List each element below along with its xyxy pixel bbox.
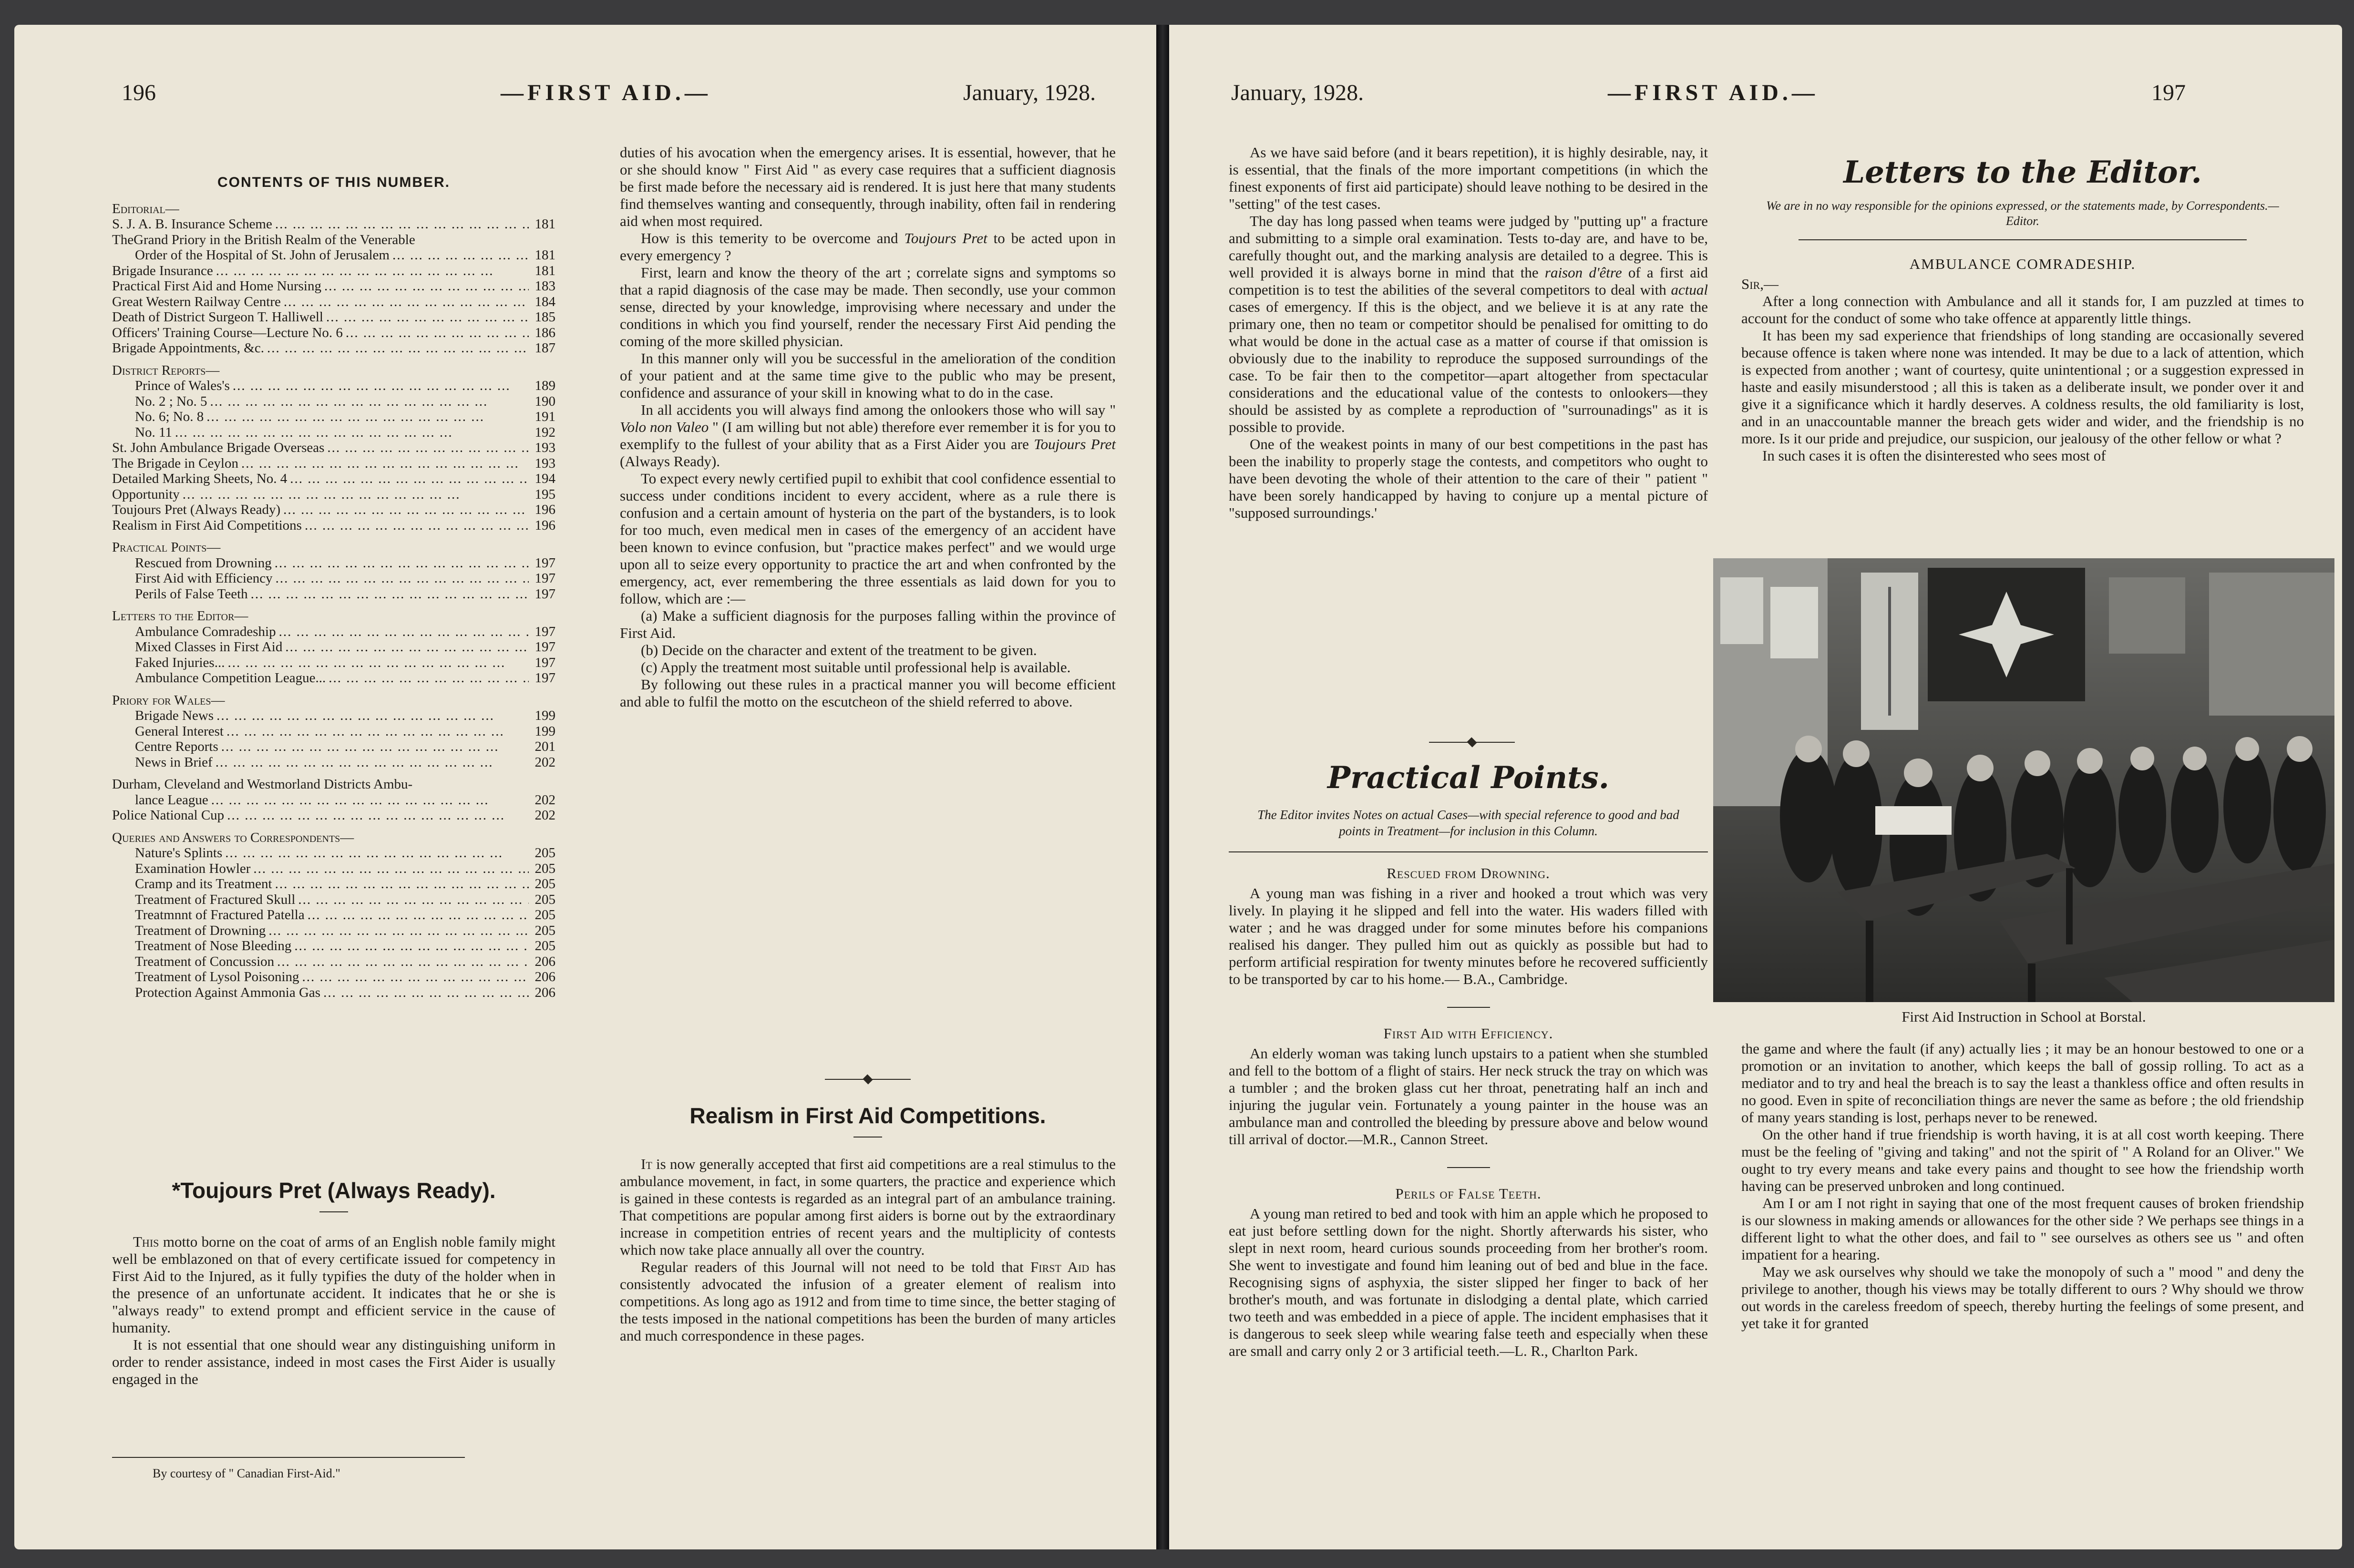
footnote: By courtesy of " Canadian First-Aid." xyxy=(153,1466,340,1480)
contents-entry-line xyxy=(112,777,555,792)
contents-entry xyxy=(112,247,555,263)
contents-entry-label: S. J. A. B. Insurance Scheme xyxy=(112,216,272,232)
contents-page-number: 205 xyxy=(535,861,555,876)
leader-dots xyxy=(298,892,529,908)
right-page xyxy=(1169,25,2342,1549)
realism-continued xyxy=(1229,144,1708,522)
contents-page-number: 190 xyxy=(535,393,555,409)
contents-entry xyxy=(112,440,555,456)
leader-dots xyxy=(226,724,529,739)
contents-page-number: 193 xyxy=(535,440,555,455)
toujours-pret-article xyxy=(112,1176,555,1388)
salutation: Sir,— xyxy=(1741,276,1778,292)
contents-entry-label: The Brigade in Ceylon xyxy=(112,455,238,471)
header-date: January, 1928. xyxy=(1231,80,1364,105)
leader-dots xyxy=(285,639,529,655)
divider xyxy=(1447,1007,1490,1008)
contents-entry-label: Treatment of Lysol Poisoning xyxy=(135,969,299,984)
contents-page-number: 205 xyxy=(535,907,555,922)
contents-page-number: 197 xyxy=(535,655,555,670)
paragraph: To expect every newly certified pupil to exhibit that cool confidence essential to success under conditions incident to every accident, where as a rule there is confusion and a certain amount of hysteria on the part of the bystanders, is to look for too much, even medical men in cases of the emergency of an accident have been known to evince confusion, but "practice makes perfect" and we would urge upon all to seize every opportunity to practice the art and when confronted by the emergency, act, ever remembering the three essentials as laid down for you to follow, which are :— xyxy=(620,470,1116,607)
section-rule xyxy=(1229,851,1708,852)
contents-page-number: 196 xyxy=(535,502,555,517)
leader-dots xyxy=(283,502,529,518)
leader-dots xyxy=(211,792,529,808)
contents-entry-label: Realism in First Aid Competitions xyxy=(112,517,302,533)
contents-entry-label: Durham, Cleveland and Westmorland Districts Ambu- xyxy=(112,777,413,792)
leader-dots xyxy=(253,861,529,877)
italic-run: Toujours Pret xyxy=(904,230,987,246)
letter-heading: AMBULANCE COMRADESHIP. xyxy=(1909,256,2136,272)
contents-entry-label: Order of the Hospital of St. John of Jerusalem xyxy=(135,247,390,263)
contents-entry-label: Treatment of Fractured Skull xyxy=(135,892,296,907)
contents-entry xyxy=(112,456,555,471)
leader-dots xyxy=(308,907,529,923)
text-run: to be acted upon in every emergency ? xyxy=(620,230,1116,264)
contents-entry xyxy=(112,724,555,739)
contents-page-number: 181 xyxy=(535,247,555,263)
leader-dots xyxy=(175,425,529,441)
contents-page-number: 196 xyxy=(535,517,555,533)
contents-entry-label: Treatmnnt of Fractured Patella xyxy=(135,907,305,922)
contents-entry-label: Examination Howler xyxy=(135,861,251,876)
contents-entry xyxy=(112,309,555,325)
text-run: In all accidents you will always find among the onlookers those who will say " xyxy=(641,401,1116,418)
leader-dots xyxy=(216,708,529,724)
contents-page-number: 197 xyxy=(535,586,555,602)
contents-page-number: 197 xyxy=(535,670,555,686)
contents-entry-label: Detailed Marking Sheets, No. 4 xyxy=(112,471,288,486)
drop-lead: It xyxy=(641,1156,652,1172)
contents-entry-label: Ambulance Competition League... xyxy=(135,670,326,686)
contents-entry xyxy=(112,923,555,939)
contents-spacer xyxy=(112,770,555,777)
contents-entry xyxy=(112,294,555,310)
contents-page-number: 202 xyxy=(535,754,555,770)
leader-dots xyxy=(268,923,529,939)
italic-run: actual xyxy=(1671,281,1708,298)
contents-section-heading: Priory for Wales— xyxy=(112,692,225,708)
left-page xyxy=(14,25,1156,1549)
contents-entry-label: General Interest xyxy=(135,723,224,739)
contents-page-number: 183 xyxy=(535,278,555,294)
contents-page-number: 205 xyxy=(535,922,555,938)
contents-entry-label: Practical First Aid and Home Nursing xyxy=(112,278,321,294)
contents-entry xyxy=(112,907,555,923)
leader-dots xyxy=(294,938,529,954)
section-ornament xyxy=(825,1075,911,1084)
paragraph: In this manner only will you be successful in the amelioration of the condition of your patient and at the same time give to the public who may be present, confidence and assurance of your skill in knowing what to do in the case. xyxy=(620,350,1116,401)
contents-page-number: 185 xyxy=(535,309,555,325)
contents-page-number: 193 xyxy=(535,455,555,471)
realism-article xyxy=(620,1101,1116,1344)
contents-page-number: 206 xyxy=(535,953,555,969)
leader-dots xyxy=(227,655,529,671)
contents-section-heading: Editorial— xyxy=(112,201,179,216)
contents-entry-label: Brigade Insurance xyxy=(112,263,213,278)
paragraph: motto borne on the coat of arms of an English noble family might well be emblazoned on that of every certificate issued for competency in First Aid to the Injured, as it fully typifies the duty of the holder when in the presence of an unfortunate accident. It indicates that he or she is "always ready" to extend prompt and efficient service in the cause of humanity. xyxy=(112,1233,555,1336)
contents-entry-label: Mixed Classes in First Aid xyxy=(135,639,283,655)
contents-entry-label: Officers' Training Course—Lecture No. 6 xyxy=(112,325,343,340)
contents-entry xyxy=(112,263,555,279)
toujours-pret-continued xyxy=(620,144,1116,710)
contents-entry xyxy=(112,624,555,640)
contents-entry xyxy=(112,808,555,823)
leader-dots xyxy=(241,456,529,471)
leader-dots xyxy=(183,487,529,502)
contents-entry xyxy=(112,639,555,655)
leader-dots xyxy=(290,471,529,487)
contents-entry xyxy=(112,518,555,533)
contents-entry-label: Centre Reports xyxy=(135,739,218,754)
contents-entry-label: Brigade News xyxy=(135,708,214,723)
contents-entry-label: Cramp and its Treatment xyxy=(135,876,272,892)
contents-entry-line xyxy=(112,232,555,248)
paragraph: It is not essential that one should wear any distinguishing uniform in order to render assistance, indeed in most cases the First Aider is usually engaged in the xyxy=(112,1336,555,1387)
contents-section-heading: District Reports— xyxy=(112,362,220,378)
contents-page-number: 184 xyxy=(535,294,555,309)
paragraph: On the other hand if true friendship is worth having, it is at all cost worth keeping. There must be the feeling of "giving and taking" and not the spirit of " A Roland for an Oliver." We ought to try every means and take every pains and thought to see how the friendship worth having can be preserved unbroken and long continued. xyxy=(1741,1126,2304,1194)
contents-page-number: 197 xyxy=(535,555,555,571)
leader-dots xyxy=(275,216,529,232)
contents-section-heading: Queries and Answers to Correspondents— xyxy=(112,830,354,845)
contents-entry xyxy=(112,739,555,755)
leader-dots xyxy=(326,309,529,325)
leader-dots xyxy=(284,294,529,310)
efficiency-heading: First Aid with Efficiency. xyxy=(1383,1025,1553,1042)
contents-entry xyxy=(112,755,555,770)
drop-lead: This xyxy=(133,1233,159,1250)
list-item: (c) Apply the treatment most suitable until professional help is available. xyxy=(641,659,1071,676)
contents-page-number: 192 xyxy=(535,424,555,440)
running-header: —FIRST AID.— xyxy=(1608,80,1819,105)
leader-dots xyxy=(227,808,529,823)
text-run: (Always Ready). xyxy=(620,453,720,470)
leader-dots xyxy=(216,755,529,770)
contents-entry xyxy=(112,861,555,877)
small-caps-run: First Aid xyxy=(1030,1259,1090,1275)
contents-entry-label: Police National Cup xyxy=(112,808,225,823)
contents-page-number: 199 xyxy=(535,723,555,739)
realism-title: Realism in First Aid Competitions. xyxy=(689,1103,1046,1128)
paragraph: It has been my sad experience that friendships of long standing are occasionally severed because offence is taken where none was intended. It may be due to a lack of attention, which is expected from another ; want of courtesy, quite unintentional ; or a suggestion expressed in haste and easily misunderstood ; all this is taken as a deliberate insult, we ponder over it and give it a significance which it hardly deserves. A coldness results, the old familiarity is lost, and in an unaccountable manner the breach gets wider and wider, and the friendship is no more. Is it our pride and prejudice, our suspicion, our jealousy of the other fellow or what ? xyxy=(1741,327,2304,447)
contents-entry xyxy=(112,278,555,294)
leader-dots xyxy=(324,278,529,294)
contents-entry xyxy=(112,938,555,954)
title-rule xyxy=(853,1137,882,1138)
italic-run: Toujours Pret xyxy=(1034,436,1116,452)
contents-entry xyxy=(112,425,555,441)
running-header: —FIRST AID.— xyxy=(501,80,711,105)
contents-page-number: 206 xyxy=(535,969,555,984)
contents-page-number: 201 xyxy=(535,739,555,754)
text-run: " (I am willing but not able) therefore ever remember it is for you to exemplify to the fullest of your ability that as a First Aider you are xyxy=(620,419,1116,452)
leader-dots xyxy=(275,555,529,571)
contents-entry-label: Treatment of Nose Bleeding xyxy=(135,938,292,953)
contents-page-number: 187 xyxy=(535,340,555,356)
italic-run: Volo non Valeo xyxy=(620,419,709,435)
contents-entry xyxy=(112,409,555,425)
contents-entry-label: Brigade Appointments, &c. xyxy=(112,340,264,356)
contents-page-number: 197 xyxy=(535,571,555,586)
contents-page-number: 197 xyxy=(535,624,555,639)
leader-dots xyxy=(221,739,529,755)
paragraph: An elderly woman was taking lunch upstairs to a patient when she stumbled and fell to the bottom of a flight of stairs. Her neck struck the tray on which was a tumbler ; and the broken glass cut her throat, penetrating half an inch and injuring the jugular vein. Fortunately a young painter in the house was an ambulance man and controlled the bleeding by pressure above and below wound till arrival of doctor.—M.R., Cannon Street. xyxy=(1229,1045,1708,1148)
contents-entry-label: Treatment of Drowning xyxy=(135,922,266,938)
contents-entry xyxy=(112,571,555,586)
contents-entry-label: No. 11 xyxy=(135,424,172,440)
contents-page-number: 189 xyxy=(535,378,555,393)
leader-dots xyxy=(276,571,529,586)
divider xyxy=(1447,1167,1490,1168)
italic-run: raison d'être xyxy=(1544,264,1622,281)
contents-entry xyxy=(112,969,555,985)
leader-dots xyxy=(392,247,529,263)
paragraph: One of the weakest points in many of our best competitions in the past has been the inability to properly stage the contests, and competitors who ought to have been devoting the whole of their attention to the care of their " patient " have been sorely handicapped by having to conjure up a mental picture of "supposed surroundings.' xyxy=(1229,436,1708,521)
leader-dots xyxy=(302,969,529,985)
paragraph: In such cases it is often the disinterested who sees most of xyxy=(1762,447,2106,464)
contents-entry-label: Nature's Splints xyxy=(135,845,223,861)
contents-entry-label: Treatment of Concussion xyxy=(135,953,275,969)
book-spine-gutter xyxy=(1156,25,1169,1549)
leader-dots xyxy=(225,845,529,861)
photo-illustration xyxy=(1713,558,2334,1002)
contents-entry xyxy=(112,487,555,502)
contents-entry xyxy=(112,876,555,892)
letters-title: Letters to the Editor. xyxy=(1843,154,2202,190)
contents-page-number: 194 xyxy=(535,471,555,486)
contents-page-number: 206 xyxy=(535,984,555,1000)
contents-page-number: 195 xyxy=(535,486,555,502)
contents-entry xyxy=(112,985,555,1001)
contents-entry-label: First Aid with Efficiency xyxy=(135,571,273,586)
contents-page-number: 181 xyxy=(535,216,555,232)
paragraph: As we have said before (and it bears repetition), it is highly desirable, nay, it is essential, that the finals of the more important competitions (in which the finest exponents of first aid participate) should leave nothing to be desired in the "setting" of the test cases. xyxy=(1229,144,1708,212)
contents-entry-label: No. 2 ; No. 5 xyxy=(135,393,207,409)
contents-entry xyxy=(112,378,555,394)
contents-section-heading: Letters to the Editor— xyxy=(112,608,248,624)
false-teeth-heading: Perils of False Teeth. xyxy=(1395,1185,1542,1202)
contents-entry xyxy=(112,892,555,908)
text-run: The day has long passed when teams were judged by "putting up" a fracture and submitting to a simple oral examination. Tests to-day are, and have to be, carefully thought out, and the marking analysis are detailed to a degree. This is well provided it is always borne in mind that the xyxy=(1229,213,1708,281)
contents-entry xyxy=(112,670,555,686)
contents-entry-label: lance League xyxy=(135,792,208,808)
text-run: cases of emergency. If this is the object, and we believe it is at any rate the primary one, then no team or competitor should be penalised for omitting to do what would be done in the actual case as a matter of course if that omission is obviously due to the inability to reproduce the supposed surroundings of the case. To be fair then to the competitor—apart altogether from spectacular considerations and the educational value of the contests to onlookers—they should be assisted by as complete a reproduction of "surrounadings" as it is possible to provide. xyxy=(1229,298,1708,435)
leader-dots xyxy=(277,954,529,970)
paragraph: A young man was fishing in a river and hooked a trout which was very lively. In playing it he slipped and fell into the water. His waders filled with water ; and he was dragged under for some minutes before his companions realised his danger. They pulled him out as quickly as possible but had to perform artificial respiration for twenty minutes before he recovered sufficiently to be transported by car to his home.— B.A., Cambridge. xyxy=(1229,885,1708,987)
contents-entry-label: Protection Against Ammonia Gas xyxy=(135,984,321,1000)
letters-continued xyxy=(1741,1040,2304,1332)
page-number: 196 xyxy=(122,80,156,105)
leader-dots xyxy=(233,378,529,394)
contents-entry-label: Prince of Wales's xyxy=(135,378,230,393)
contents-page-number: 205 xyxy=(535,876,555,892)
contents-title: CONTENTS OF THIS NUMBER. xyxy=(217,174,450,190)
leader-dots xyxy=(275,876,529,892)
paragraph: May we ask ourselves why should we take the monopoly of such a " mood " and deny the privilege to another, though his views may be totally different to ours ? Why should we throw out words in the careless freedom of speech, thereby hurting the feelings of some present, and yet take it for granted xyxy=(1741,1263,2304,1332)
paragraph: By following out these rules in a practical manner you will become efficient and able to fulfil the motto on the escutcheon of the shield referred to above. xyxy=(620,676,1116,710)
contents-page-number: 186 xyxy=(535,325,555,340)
contents-page-number: 202 xyxy=(535,792,555,808)
contents-entry xyxy=(112,555,555,571)
contents-entry-label: Faked Injuries... xyxy=(135,655,225,670)
contents-entry xyxy=(112,708,555,724)
title-rule xyxy=(319,1211,348,1212)
contents-page-number: 181 xyxy=(535,263,555,278)
page-number: 197 xyxy=(2151,80,2186,105)
contents-entry-label: TheGrand Priory in the British Realm of the Venerable xyxy=(112,232,415,247)
toujours-pret-title: *Toujours Pret (Always Ready). xyxy=(172,1178,496,1203)
contents-page-number: 191 xyxy=(535,409,555,424)
practical-points-note: The Editor invites Notes on actual Cases—with special reference to good and bad points in Treatment—for inclusion in this Column. xyxy=(1257,808,1679,838)
contents-entry-label: Great Western Railway Centre xyxy=(112,294,281,309)
leader-dots xyxy=(267,340,529,356)
list-item: (a) Make a sufficient diagnosis for the purposes falling within the province of First Aid. xyxy=(620,607,1116,641)
text-run: has consistently advocated the infusion of a greater element of realism into competitions. As long ago as 1912 and from time to time since, the better staging of the tests imposed in the national competitions has been the burden of many articles and much correspondence in these pages. xyxy=(620,1259,1116,1344)
contents-page-number: 205 xyxy=(535,845,555,861)
contents-page-number: 205 xyxy=(535,938,555,953)
practical-points-title: Practical Points. xyxy=(1327,760,1609,796)
contents-entry xyxy=(112,845,555,861)
contents-entry-label: St. John Ambulance Brigade Overseas xyxy=(112,440,325,455)
contents-entry-label: Ambulance Comradeship xyxy=(135,624,276,639)
contents-page-number: 199 xyxy=(535,708,555,723)
contents-entry-label: Death of District Surgeon T. Halliwell xyxy=(112,309,323,325)
contents-entry xyxy=(112,954,555,970)
leader-dots xyxy=(327,440,529,456)
paragraph: First, learn and know the theory of the art ; correlate signs and symptoms so that a rapid diagnosis of the case may be made. Then secondly, use your common sense, directed by your knowledge, improvising where necessary and under the conditions in which you find yourself, render the necessary First Aid pending the coming of the more skilled physician. xyxy=(620,264,1116,349)
contents-entry-label: News in Brief xyxy=(135,754,213,770)
contents-entry xyxy=(112,502,555,518)
paragraph: Am I or am I not right in saying that one of the most frequent causes of broken friendship is our slowness in making amends or allowances for the other side ? We perhaps see things in a different light to what the other does, and fail to " see ourselves as others see us " and often impatient for a hearing. xyxy=(1741,1195,2304,1263)
list-item: (b) Decide on the character and extent of the treatment to be given. xyxy=(641,642,1037,658)
header-date: January, 1928. xyxy=(963,80,1096,105)
text-run: Regular readers of this Journal will not need to be told that xyxy=(641,1259,1031,1275)
practical-points-section xyxy=(1229,759,1708,1360)
contents-entry-label: No. 6; No. 8 xyxy=(135,409,204,424)
letters-note: We are in no way responsible for the opinions expressed, or the statements made, by Correspondents.—Editor. xyxy=(1766,199,2279,228)
leader-dots xyxy=(206,409,529,425)
leader-dots xyxy=(216,263,529,279)
section-ornament xyxy=(1429,738,1515,747)
contents-entry xyxy=(112,655,555,671)
text-run: of a first aid competition is to test the abilities of the several competitors to deal with xyxy=(1229,264,1708,298)
rescued-heading: Rescued from Drowning. xyxy=(1387,865,1550,881)
text-run: How is this temerity to be overcome and xyxy=(641,230,905,246)
contents-entry-label: Toujours Pret (Always Ready) xyxy=(112,502,281,517)
footnote-rule xyxy=(112,1457,465,1458)
paragraph: After a long connection with Ambulance and all it stands for, I am puzzled at times to account for the conduct of some who take offence at apparently little things. xyxy=(1741,293,2304,327)
contents-entry xyxy=(112,394,555,410)
contents-page-number: 205 xyxy=(535,892,555,907)
paragraph: A young man retired to bed and took with him an apple which he proposed to eat just before settling down for the night. Shortly afterwards his sister, who slept in next room, heard curious sounds proceeding from her brother's room. She went to investigate and found him leaning out of bed and blue in the face. Recognising signs of asphyxia, the sister slipped her finger to back of her brother's mouth, and was fortunate in dislodging a dental plate, which carried two teeth and was embedded in a piece of apple. The incident emphasises that it is dangerous to seek sleep while wearing false teeth and especially when these are small and carry only 2 or 3 artificial teeth.—L. R., Charlton Park. xyxy=(1229,1205,1708,1359)
contents-entry xyxy=(112,792,555,808)
contents-entry-label: Perils of False Teeth xyxy=(135,586,248,602)
leader-dots xyxy=(279,624,529,640)
contents-entry-label: Rescued from Drowning xyxy=(135,555,272,571)
paragraph: duties of his avocation when the emergency arises. It is essential, however, that he or she should know " First Aid " as every case requires that a sufficient diagnosis be first made before the necessary aid is rendered. It is just here that many students find themselves wanting and consequently, through inability, often fail in rendering aid when most required. xyxy=(620,144,1116,229)
leader-dots xyxy=(251,586,529,602)
paragraph: the game and where the fault (if any) actually lies ; it may be an honour bestowed to one or a promotion or an invitation to another, which keeps the ball of gossip rolling. To act as a mediator and to try and heal the breach is to say the least a thankless office and often results in no good. Even in spite of reconciliation things are never the same as before ; the old friendship of many years standing is lost, perhaps never to be renewed. xyxy=(1741,1040,2304,1126)
contents-entry xyxy=(112,325,555,341)
contents-entry xyxy=(112,216,555,232)
contents-entry-label: Opportunity xyxy=(112,486,180,502)
leader-dots xyxy=(210,394,529,410)
contents-entry xyxy=(112,471,555,487)
contents-page-number: 197 xyxy=(535,639,555,655)
photo-caption: First Aid Instruction in School at Borstal. xyxy=(1902,1008,2146,1025)
borstal-classroom-photo xyxy=(1713,558,2334,1002)
leader-dots xyxy=(323,985,529,1001)
section-rule xyxy=(1799,239,2247,240)
contents-section-heading: Practical Points— xyxy=(112,540,221,555)
letters-section xyxy=(1741,154,2304,464)
leader-dots xyxy=(329,670,529,686)
leader-dots xyxy=(346,325,529,341)
contents-entry xyxy=(112,340,555,356)
leader-dots xyxy=(305,518,529,533)
contents-entry xyxy=(112,586,555,602)
table-of-contents xyxy=(112,175,555,1000)
paragraph: is now generally accepted that first aid competitions are a real stimulus to the ambulance movement, in fact, in some quarters, the practice and experience which is gained in these contests is regarded as an integral part of an ambulance training. That competitions are popular among first aiders is borne out by the extraordinary increase in competition entries of recent years and the multiplicity of contests which now take place annually all over the country. xyxy=(620,1156,1116,1258)
contents-page-number: 202 xyxy=(535,808,555,823)
